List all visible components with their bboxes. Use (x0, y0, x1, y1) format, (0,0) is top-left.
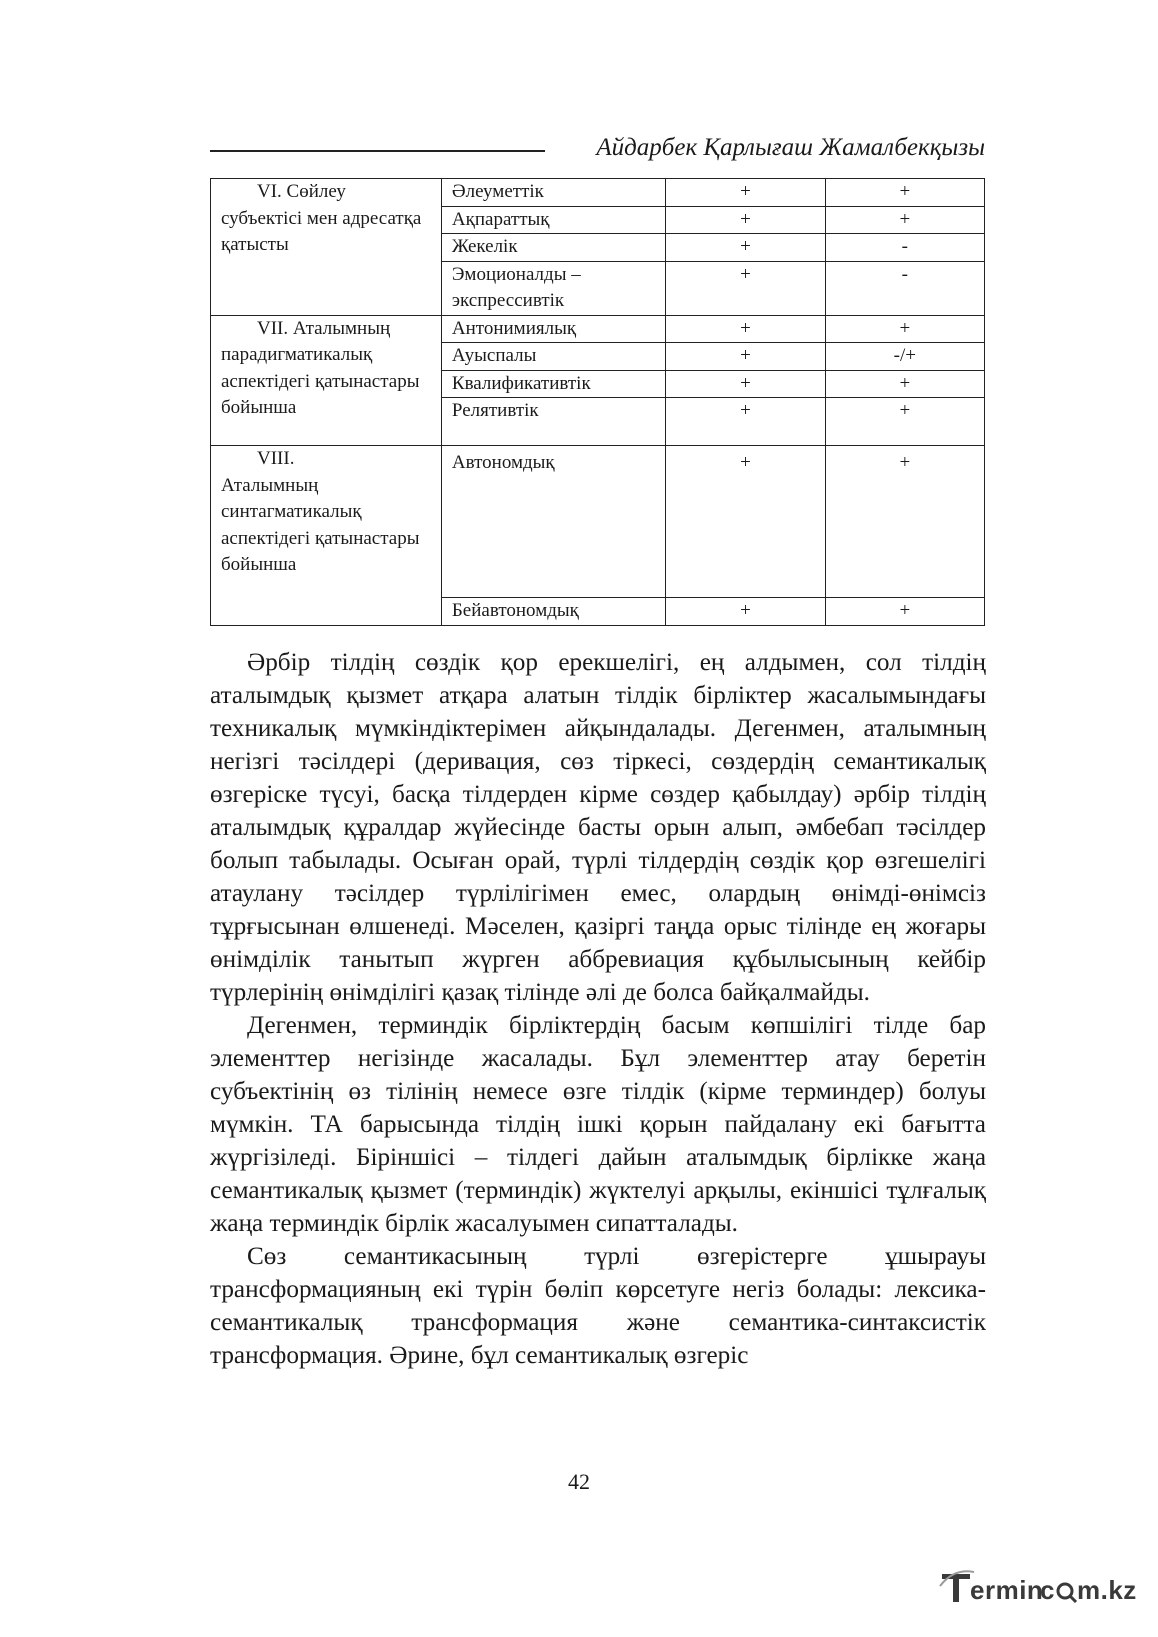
group-title: VIII. (257, 448, 295, 469)
feature-name: Бейавтономдық (441, 598, 665, 626)
group-title-rest: парадигматикалық аспектідегі қатынастары бойынша (221, 344, 420, 418)
table-row (211, 446, 985, 598)
header-rule (210, 150, 545, 152)
site-logo (940, 1566, 1137, 1606)
paragraph: Әрбір тілдің сөздік қор ерекшелігі, ең алдымен, сол тілдің аталымдық қызмет атқара алатын тілдік бірліктер жасалымындағы техникалық мүмкіндіктерімен айқындалады. Дегенмен, аталымның негізгі тәсілдері (деривация, сөз тіркесі, сөздердің семантикалық өзгеріске түсуі, басқа тілдерден кірме сөздер қабылдау) әрбір тілдің аталымдық құралдар жүйесінде басты орын алып, әмбебап тәсілдер болып табылады. Осыған орай, түрлі тілдердің сөздік қор өзгешелігі атаулану тәсілдер түрлілігімен емес, олардың өнімді-өнімсіз тұрғысынан өлшенеді. Мәселен, қазіргі таңда орыс тілінде ең жоғары өнімділік танытып жүрген аббревиация құбылысының кейбір түрлерінің өнімділігі қазақ тілінде әлі де болса байқалмайды. (210, 649, 986, 1006)
feature-name: Эмоционалды – экспрессивтік (441, 261, 665, 315)
svg-text:c: c (1040, 1575, 1055, 1605)
svg-text:m.kz: m.kz (1077, 1575, 1137, 1605)
mark-col1: + (666, 370, 825, 398)
mark-col2: + (825, 598, 984, 626)
feature-name: Релятивтік (441, 398, 665, 446)
mark-col1: + (666, 598, 825, 626)
group-cell (211, 315, 442, 446)
feature-name: Ауыспалы (441, 343, 665, 371)
group-title: VI. Сөйлеу (257, 181, 346, 202)
mark-col2: + (825, 206, 984, 234)
mark-col2: + (825, 179, 984, 207)
group-cell (211, 446, 442, 626)
feature-name: Квалификативтік (441, 370, 665, 398)
header-author: Айдарбек Қарлығаш Жамалбекқызы (596, 134, 985, 161)
table-row (211, 315, 985, 343)
running-header (210, 130, 985, 170)
group-title: VII. Аталымның (257, 317, 391, 339)
paragraph: Сөз семантикасының түрлі өзгерістерге ұшырауы трансформацияның екі түрін бөліп көрсетуге негіз болады: лексика-семантикалық трансформация және семантика-синтаксистік трансформация. Әрине, бұл семантикалық өзгеріс (210, 1243, 986, 1369)
mark-col1: + (666, 179, 825, 207)
mark-col1: + (666, 206, 825, 234)
group-cell (211, 179, 442, 316)
feature-name: Жекелік (441, 234, 665, 262)
mark-col1: + (666, 446, 825, 598)
mark-col2: - (825, 234, 984, 262)
table-row (211, 179, 985, 207)
paragraph: Дегенмен, терминдік бірліктердің басым көпшілігі тілде бар элементтер негізінде жасалады. Бұл элементтер атау беретін субъектінің өз тілінің немесе өзге тілдік (кірме терминдер) болуы мүмкін. ТА барысында тілдің ішкі қорын пайдалану екі бағытта жүргізіледі. Біріншісі – тілдегі дайын аталымдық бірлікке жаңа семантикалық қызмет (терминдік) жүктелуі арқылы, екіншісі тұлғалық жаңа терминдік бірлік жасалуымен сипатталады. (210, 1012, 986, 1237)
feature-name: Автономдық (441, 446, 665, 598)
classification-table (210, 178, 985, 626)
mark-col2: - (825, 261, 984, 315)
mark-col2: + (825, 370, 984, 398)
svg-text:ermin: ermin (970, 1575, 1044, 1605)
group-title-rest: Аталымның синтагматикалық аспектідегі қатынастары бойынша (221, 474, 420, 575)
feature-name: Антонимиялық (441, 315, 665, 343)
mark-col2: + (825, 398, 984, 446)
mark-col1: + (666, 234, 825, 262)
mark-col2: + (825, 315, 984, 343)
page-number: 42 (568, 1469, 590, 1494)
mark-col1: + (666, 261, 825, 315)
mark-col1: + (666, 398, 825, 446)
logo-graphic (940, 1566, 1137, 1606)
mark-col1: + (666, 343, 825, 371)
feature-name: Әлеуметтік (441, 179, 665, 207)
feature-name: Ақпараттық (441, 206, 665, 234)
mark-col1: + (666, 315, 825, 343)
mark-col2: -/+ (825, 343, 984, 371)
body-text (210, 646, 986, 1372)
group-title-rest: субъектісі мен адресатқа қатысты (221, 207, 422, 255)
mark-col2: + (825, 446, 984, 598)
